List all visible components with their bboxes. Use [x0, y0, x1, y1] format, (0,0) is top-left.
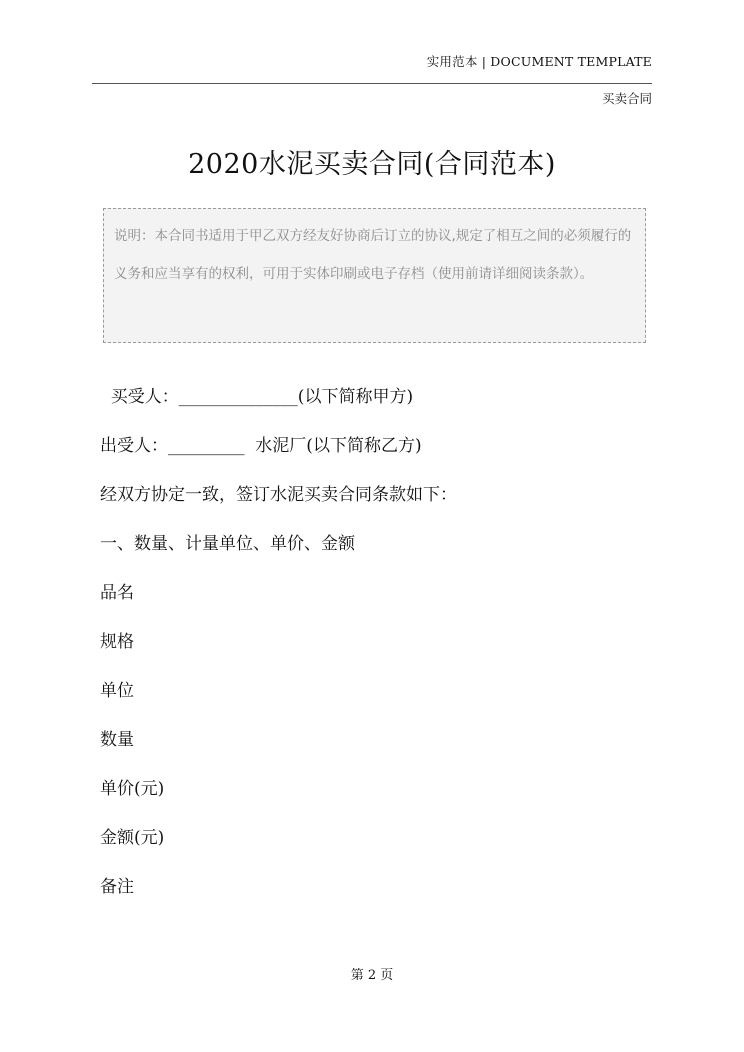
- item-product-name: 品名: [100, 583, 134, 603]
- note-box: 说明：本合同书适用于甲乙双方经友好协商后订立的协议,规定了相互之间的必须履行的义务和应当享有的权利，可用于实体印刷或电子存档（使用前请详细阅读条款）。: [103, 208, 646, 343]
- paragraph-seller: 出受人：_________ 水泥厂(以下简称乙方): [100, 436, 422, 456]
- header-tag: 实用范本 | DOCUMENT TEMPLATE: [426, 54, 652, 69]
- item-remarks: 备注: [100, 877, 134, 897]
- paragraph-buyer: 买受人：______________(以下简称甲方): [100, 387, 414, 407]
- item-unit-price: 单价(元): [100, 779, 165, 799]
- page-number: 第 2 页: [350, 968, 394, 983]
- item-specification: 规格: [100, 632, 134, 652]
- header-category: 买卖合同: [601, 91, 652, 106]
- item-quantity: 数量: [100, 730, 134, 750]
- paragraph-agreement: 经双方协定一致，签订水泥买卖合同条款如下：: [100, 485, 457, 505]
- item-amount: 金额(元): [100, 828, 165, 848]
- section-heading-quantity: 一、数量、计量单位、单价、金额: [100, 534, 355, 554]
- header-divider: [92, 83, 652, 84]
- item-unit: 单位: [100, 681, 134, 701]
- document-title: 2020水泥买卖合同(合同范本): [188, 149, 556, 180]
